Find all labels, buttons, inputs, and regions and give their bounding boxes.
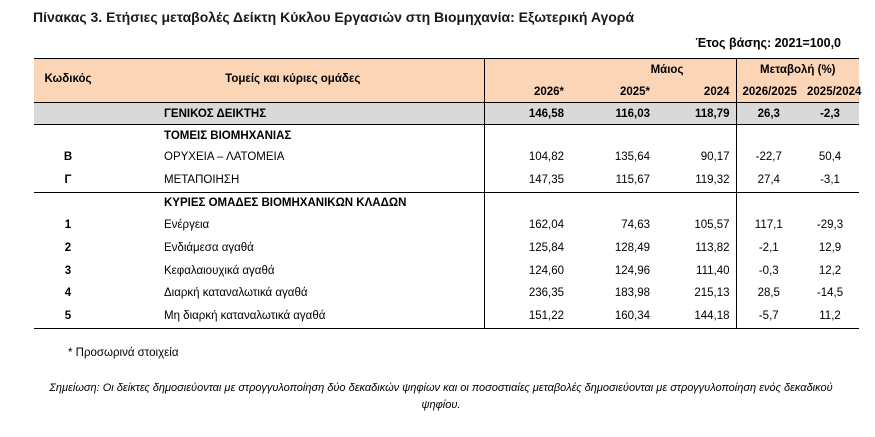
- cell-change-2: -3,1: [820, 174, 840, 187]
- header-row-1: [34, 59, 859, 82]
- cell-2026: 151,22: [484, 305, 570, 328]
- cell-change-2: -29,3: [816, 218, 844, 231]
- row-code: 1: [64, 218, 72, 231]
- cell-2024: 113,82: [656, 236, 736, 259]
- cell-2025: 128,49: [614, 241, 650, 254]
- cell-change-2: 11,2: [801, 305, 859, 328]
- row-code: 5: [34, 305, 102, 328]
- cell-change-1: 26,3: [736, 103, 801, 125]
- cell-2026: 162,04: [528, 218, 564, 231]
- section-row-1: [34, 125, 859, 147]
- cell-2024: 105,57: [656, 214, 736, 237]
- row-code: Γ: [64, 174, 72, 187]
- row-name: Μη διαρκή καταναλωτικά αγαθά: [102, 305, 484, 328]
- table-row-total: [34, 103, 859, 125]
- header-2025: 2025*: [570, 81, 656, 103]
- cell-2024: 90,17: [656, 146, 736, 169]
- header-code: Κωδικός: [34, 59, 102, 103]
- cell-2026: 125,84: [528, 241, 564, 254]
- row-code: 4: [64, 287, 72, 300]
- cell-change-1: -5,7: [736, 305, 801, 328]
- cell-2026: 146,58: [484, 103, 570, 125]
- cell-change-2: -2,3: [801, 103, 859, 125]
- row-name: ΜΕΤΑΠΟΙΗΣΗ: [102, 169, 484, 192]
- note: Σημείωση: Οι δείκτες δημοσιεύονται με στρογγυλοποίηση δύο δεκαδικών ψηφίων και οι ποσοστιαίες μεταβολές δημοσιεύονται με στρογγυλοποίηση ενός δεκαδικού ψηφίου.: [49, 382, 833, 411]
- row-name: Ενέργεια: [102, 214, 484, 237]
- cell-2026: 124,60: [528, 264, 564, 277]
- cell-change-1: -0,3: [758, 264, 779, 277]
- cell-2025: 160,34: [570, 305, 656, 328]
- row-name: Ενδιάμεσα αγαθά: [102, 236, 484, 259]
- cell-2026: 104,82: [528, 151, 564, 164]
- header-change: Μεταβολή (%): [736, 59, 859, 82]
- cell-2024: 144,18: [656, 305, 736, 328]
- cell-2024: 118,79: [656, 103, 736, 125]
- header-change-2025-2024: 2025/2024: [801, 81, 859, 103]
- row-code: 3: [64, 264, 72, 277]
- table-row: [34, 169, 859, 192]
- cell-2026: 147,35: [528, 174, 564, 187]
- section-heading: ΚΥΡΙΕΣ ΟΜΑΔΕΣ ΒΙΟΜΗΧΑΝΙΚΩΝ ΚΛΑΔΩΝ: [102, 192, 484, 214]
- row-name: Κεφαλαιουχικά αγαθά: [102, 259, 484, 282]
- cell-change-1: -22,7: [755, 151, 782, 164]
- cell-2024: 111,40: [656, 259, 736, 282]
- cell-change-2: 50,4: [818, 151, 842, 164]
- cell-change-1: 117,1: [754, 218, 783, 231]
- cell-change-1: -2,1: [758, 241, 779, 254]
- table-row: [34, 214, 859, 237]
- section-row-2: [34, 192, 859, 214]
- cell-change-1: 28,5: [757, 287, 780, 300]
- cell-2025: 124,96: [614, 264, 650, 277]
- cell-2025: 74,63: [621, 218, 650, 231]
- table-row: [34, 146, 859, 169]
- row-name: Διαρκή καταναλωτικά αγαθά: [102, 282, 484, 305]
- cell-2026: 236,35: [528, 287, 564, 300]
- header-2026: 2026*: [484, 81, 570, 103]
- cell-2025: 183,98: [614, 287, 650, 300]
- footnote: * Προσωρινά στοιχεία: [68, 347, 179, 359]
- row-name: ΟΡΥΧΕΙΑ – ΛΑΤΟΜΕΙΑ: [102, 146, 484, 169]
- header-2024: 2024: [656, 81, 736, 103]
- cell-2024: 215,13: [656, 282, 736, 305]
- table-row: [34, 259, 859, 282]
- header-sectors: Τομείς και κύριες ομάδες: [102, 59, 484, 103]
- table-row: [34, 282, 859, 305]
- table-row: [34, 305, 859, 328]
- cell-2025: 115,67: [615, 174, 650, 187]
- index-table: [34, 58, 862, 329]
- header-change-2026-2025: 2026/2025: [736, 81, 801, 103]
- row-code: Β: [63, 151, 73, 164]
- cell-2025: 135,64: [614, 151, 650, 164]
- cell-2024: 119,32: [656, 169, 736, 192]
- base-year-label: Έτος βάσης: 2021=100,0: [695, 36, 841, 50]
- cell-change-2: 12,2: [818, 264, 842, 277]
- section-heading: ΤΟΜΕΙΣ ΒΙΟΜΗΧΑΝΙΑΣ: [102, 125, 484, 147]
- row-code: 2: [64, 241, 72, 254]
- table-row: [34, 236, 859, 259]
- cell-2025: 116,03: [570, 103, 656, 125]
- row-name: ΓΕΝΙΚΟΣ ΔΕΙΚΤΗΣ: [102, 103, 484, 125]
- cell-change-1: 27,4: [757, 174, 780, 187]
- cell-change-2: 12,9: [818, 241, 842, 254]
- cell-change-2: -14,5: [816, 287, 844, 300]
- header-may: Μάιος: [484, 59, 736, 82]
- table-title: Πίνακας 3. Ετήσιες μεταβολές Δείκτη Κύκλου Εργασιών στη Βιομηχανία: Εξωτερική Αγορά: [33, 9, 635, 25]
